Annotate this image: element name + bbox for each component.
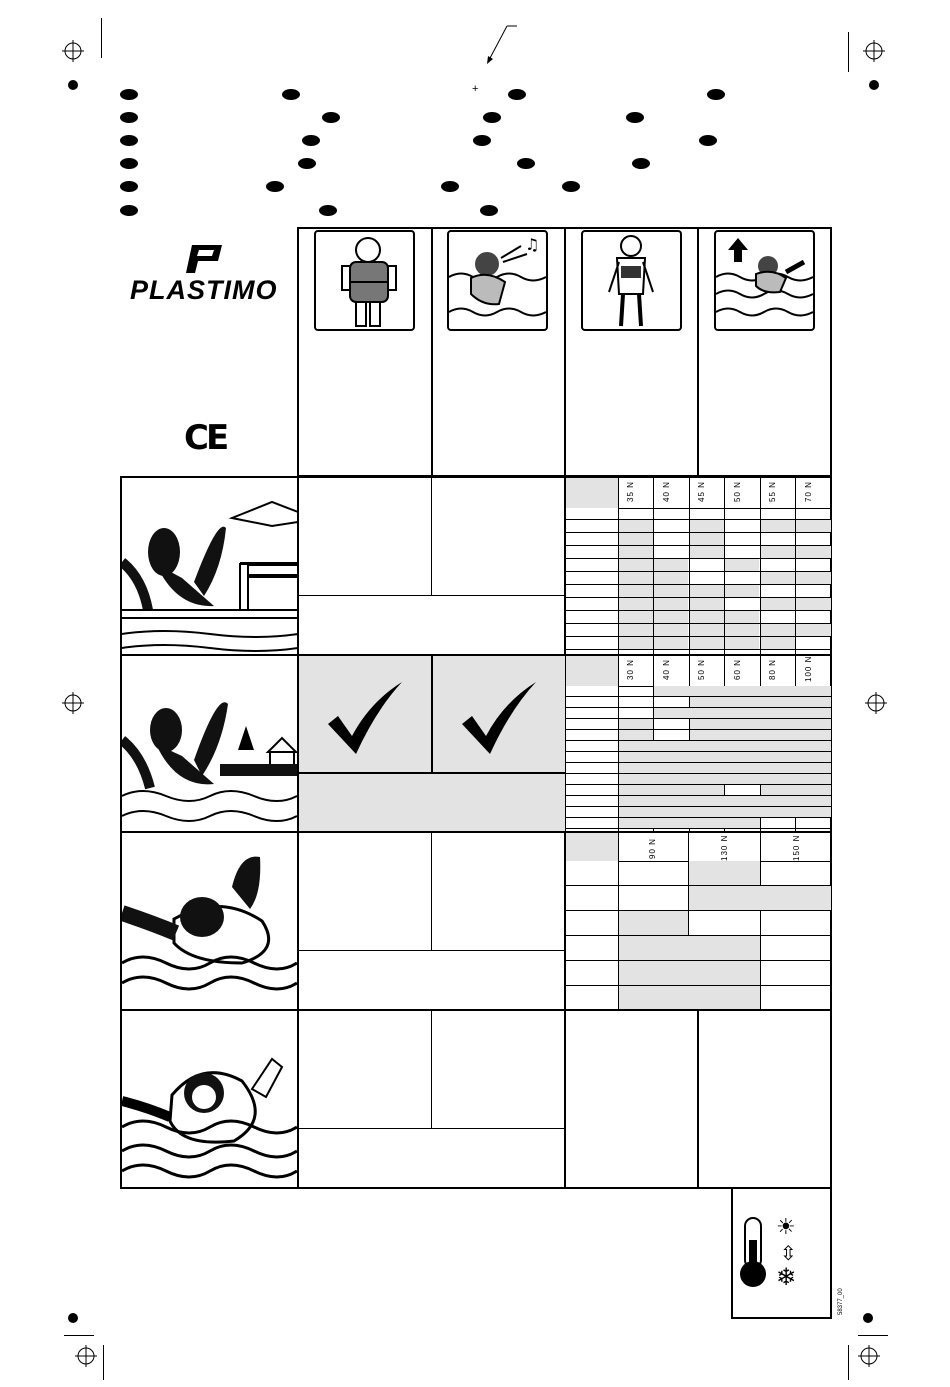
checkmark-icon (326, 680, 406, 756)
language-marker (319, 205, 337, 216)
language-marker (473, 135, 491, 146)
picto-wearing-vest (314, 230, 415, 331)
col-header: 130 N (720, 834, 729, 861)
col-header: 80 N (768, 659, 777, 680)
col-header: 30 N (626, 659, 635, 680)
language-marker (120, 112, 138, 123)
plus-mark: + (472, 83, 479, 95)
sun-icon: ☀ (776, 1215, 796, 1240)
col-header: 100 N (804, 655, 813, 682)
crosshair-icon (62, 40, 84, 62)
language-marker (120, 135, 138, 146)
brand-logo (130, 243, 295, 305)
col-header: 70 N (804, 481, 813, 502)
registration-dot (863, 1313, 873, 1323)
illustration-offshore (122, 833, 297, 1009)
col-header: 50 N (733, 481, 742, 502)
col-header: 55 N (768, 481, 777, 502)
picto-harness (581, 230, 682, 331)
language-marker (626, 112, 644, 123)
language-marker (707, 89, 725, 100)
language-marker (699, 135, 717, 146)
language-marker (480, 205, 498, 216)
col-header: 150 N (792, 834, 801, 861)
col-header: 45 N (697, 481, 706, 502)
svg-text:♫: ♫ (525, 235, 540, 254)
language-marker (282, 89, 300, 100)
language-marker (120, 205, 138, 216)
col-header: 90 N (648, 838, 657, 859)
crosshair-icon (62, 692, 84, 714)
crosshair-icon (858, 1345, 880, 1367)
col-header: 60 N (733, 659, 742, 680)
col-header: 40 N (662, 481, 671, 502)
checkmark-icon (460, 680, 540, 756)
plastimo-p-icon (182, 243, 226, 275)
leader-arrow (485, 24, 521, 66)
crosshair-icon (865, 692, 887, 714)
language-marker (508, 89, 526, 100)
crosshair-icon (75, 1345, 97, 1367)
registration-dot (68, 80, 78, 90)
registration-dot (869, 80, 879, 90)
language-marker (120, 158, 138, 169)
brand-name: PLASTIMO (130, 275, 278, 305)
language-marker (298, 158, 316, 169)
col-header: 50 N (697, 659, 706, 680)
weight-table-3 (566, 833, 831, 1009)
doc-code: 58377_00 (838, 1288, 844, 1315)
language-marker (441, 181, 459, 192)
ce-mark: CE (184, 418, 227, 458)
col-header: 35 N (626, 481, 635, 502)
language-marker (322, 112, 340, 123)
thermometer-icon (736, 1216, 770, 1290)
picto-whistle (447, 230, 548, 331)
language-marker (120, 181, 138, 192)
crosshair-icon (863, 40, 885, 62)
col-header: 40 N (662, 659, 671, 680)
language-marker (302, 135, 320, 146)
picto-float-up (714, 230, 815, 331)
up-down-arrow-icon: ⇳ (780, 1241, 797, 1265)
language-marker (120, 89, 138, 100)
language-marker (632, 158, 650, 169)
language-marker (483, 112, 501, 123)
language-marker (562, 181, 580, 192)
illustration-extreme-offshore (122, 1011, 297, 1188)
illustration-near-shore (122, 478, 297, 654)
registration-dot (68, 1313, 78, 1323)
weight-table-1 (566, 478, 831, 654)
language-marker (517, 158, 535, 169)
illustration-sheltered-water (122, 656, 297, 831)
weight-table-2 (566, 656, 831, 831)
snowflake-icon: ❄ (776, 1263, 797, 1291)
language-marker (266, 181, 284, 192)
